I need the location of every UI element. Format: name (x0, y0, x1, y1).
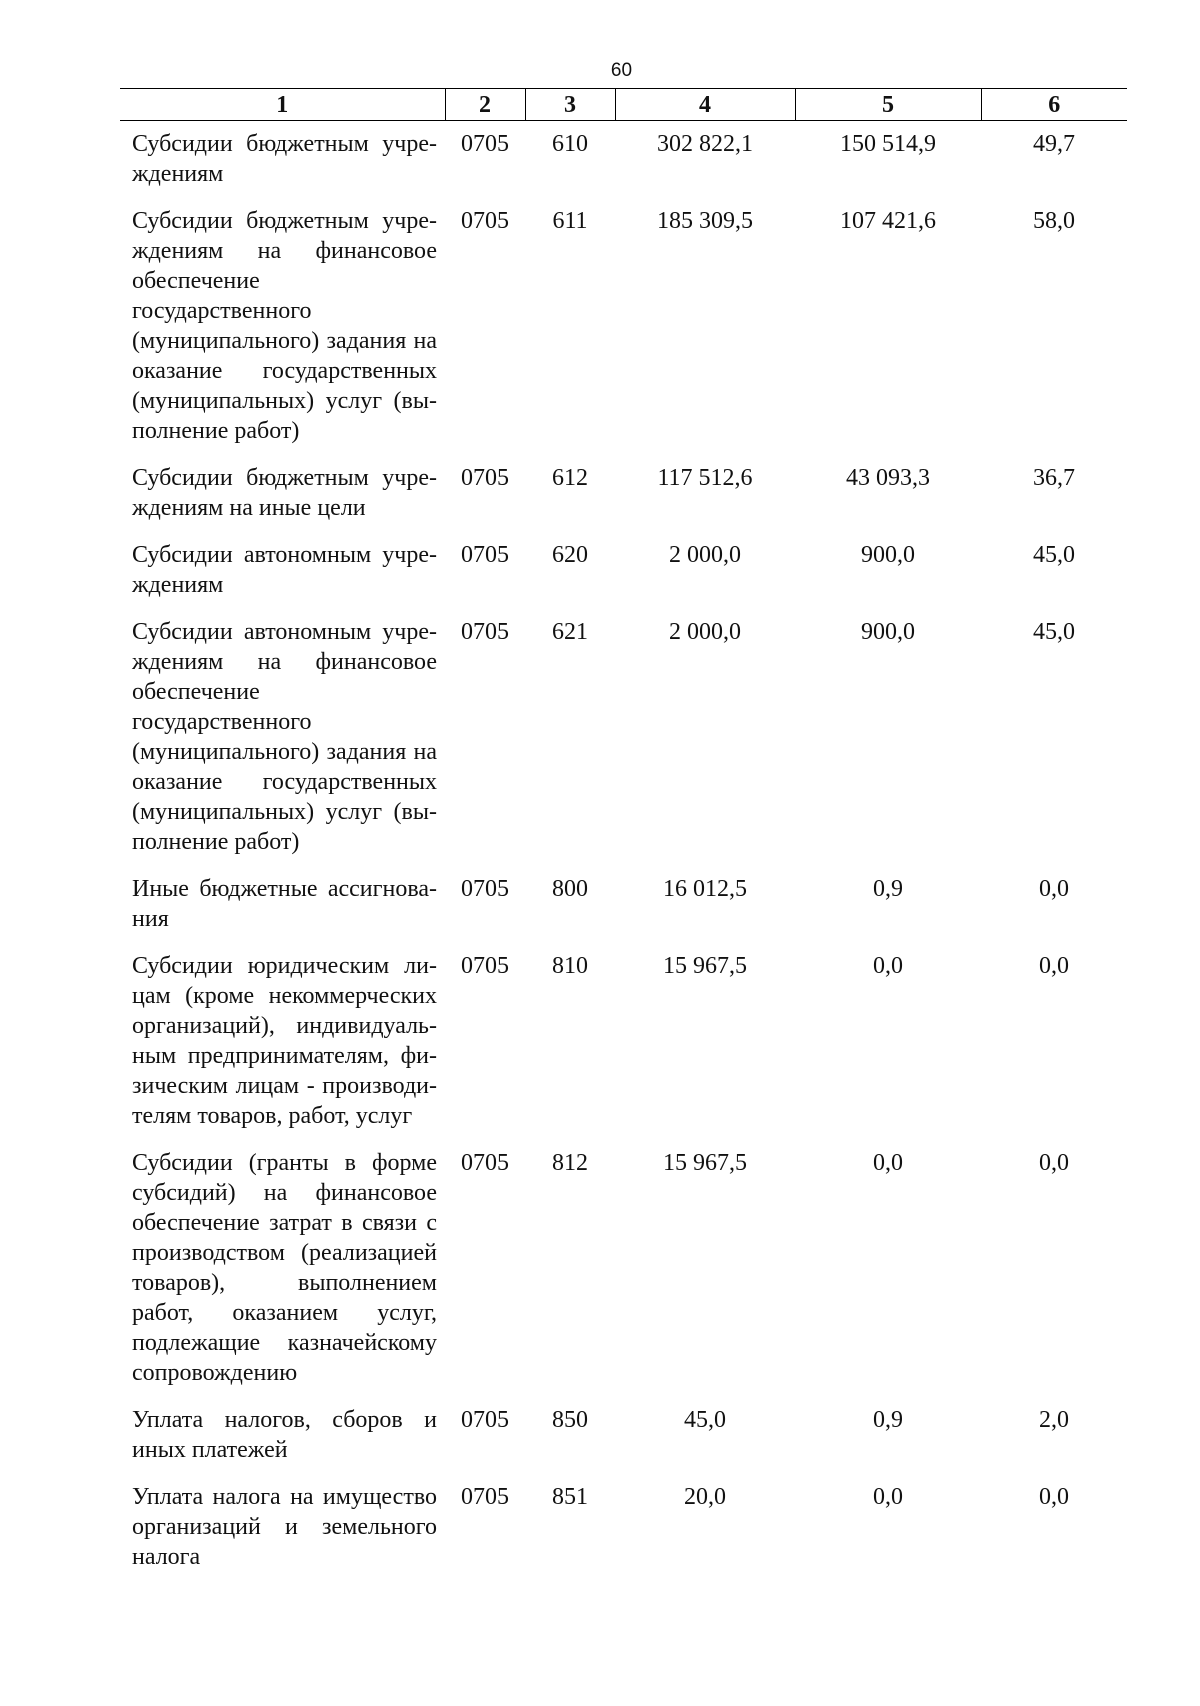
header-col-3: 3 (525, 89, 615, 121)
row-description: Субсидии автономным учреждениям на финансовое обеспечение государственного (муниципального) задания на оказание государственных (муниципальных) услуг (выполнение работ) (132, 619, 437, 855)
row-expense-type: 812 (552, 1150, 588, 1176)
table-row (120, 1405, 1127, 1482)
row-expense-type: 851 (552, 1484, 588, 1510)
row-expense-type: 850 (552, 1407, 588, 1433)
table-row (120, 1482, 1127, 1589)
row-col4-value: 16 012,5 (663, 876, 747, 902)
table-row (120, 540, 1127, 617)
row-col5-value: 0,9 (873, 876, 903, 902)
row-description: Иные бюджетные ассигнования (132, 876, 437, 932)
row-section-code: 0705 (461, 208, 509, 234)
table-row (120, 874, 1127, 951)
row-section-code: 0705 (461, 876, 509, 902)
row-expense-type: 621 (552, 619, 588, 645)
row-col5-value: 900,0 (861, 542, 915, 568)
row-section-code: 0705 (461, 542, 509, 568)
row-section-code: 0705 (461, 1407, 509, 1433)
row-description: Субсидии бюджетным учреждениям на финансовое обеспечение государственного (муниципального) задания на оказание государственных (муниципальных) услуг (выполнение работ) (132, 208, 437, 444)
row-col4-value: 45,0 (684, 1407, 726, 1433)
header-col-1: 1 (120, 89, 445, 121)
row-col4-value: 117 512,6 (657, 465, 753, 491)
row-section-code: 0705 (461, 1484, 509, 1510)
header-col-5: 5 (795, 89, 981, 121)
header-col-4: 4 (615, 89, 795, 121)
table-row (120, 121, 1127, 207)
row-col4-value: 302 822,1 (657, 131, 753, 157)
table-row (120, 463, 1127, 540)
row-col5-value: 0,9 (873, 1407, 903, 1433)
row-col4-value: 20,0 (684, 1484, 726, 1510)
row-col5-value: 900,0 (861, 619, 915, 645)
table-row (120, 951, 1127, 1148)
table-row (120, 1148, 1127, 1405)
row-description: Субсидии юридическим лицам (кроме некоммерческих организаций), индивидуальным предпринимателям, физическим лицам - производителям товаров, работ, услуг (132, 953, 437, 1129)
row-col5-value: 0,0 (873, 1484, 903, 1510)
row-expense-type: 810 (552, 953, 588, 979)
row-col6-value: 0,0 (1039, 1150, 1069, 1176)
table-row (120, 206, 1127, 463)
row-section-code: 0705 (461, 131, 509, 157)
row-section-code: 0705 (461, 465, 509, 491)
header-col-2: 2 (445, 89, 525, 121)
row-section-code: 0705 (461, 1150, 509, 1176)
row-col6-value: 2,0 (1039, 1407, 1069, 1433)
row-col5-value: 0,0 (873, 1150, 903, 1176)
row-expense-type: 620 (552, 542, 588, 568)
page-number: 60 (610, 60, 633, 81)
row-col6-value: 45,0 (1033, 619, 1075, 645)
row-col6-value: 58,0 (1033, 208, 1075, 234)
table-row (120, 617, 1127, 874)
row-expense-type: 800 (552, 876, 588, 902)
row-col6-value: 36,7 (1033, 465, 1075, 491)
row-col6-value: 0,0 (1039, 953, 1069, 979)
row-description: Субсидии бюджетным учреждениям (132, 131, 437, 187)
row-col4-value: 15 967,5 (663, 1150, 747, 1176)
row-description: Уплата налогов, сборов и иных платежей (132, 1407, 437, 1463)
row-col6-value: 45,0 (1033, 542, 1075, 568)
row-description: Субсидии бюджетным учреждениям на иные цели (132, 465, 437, 521)
header-row (120, 89, 1127, 121)
row-description: Субсидии автономным учреждениям (132, 542, 437, 598)
row-col6-value: 0,0 (1039, 876, 1069, 902)
row-expense-type: 612 (552, 465, 588, 491)
budget-table (120, 88, 1127, 1589)
row-col6-value: 0,0 (1039, 1484, 1069, 1510)
row-col5-value: 150 514,9 (840, 131, 936, 157)
row-expense-type: 610 (552, 131, 588, 157)
row-section-code: 0705 (461, 953, 509, 979)
row-col4-value: 185 309,5 (657, 208, 753, 234)
row-col4-value: 15 967,5 (663, 953, 747, 979)
row-col6-value: 49,7 (1033, 131, 1075, 157)
row-expense-type: 611 (552, 208, 588, 234)
row-description: Уплата налога на имущество организаций и земельного налога (132, 1484, 437, 1570)
row-col5-value: 107 421,6 (840, 208, 936, 234)
row-col4-value: 2 000,0 (669, 542, 741, 568)
row-col4-value: 2 000,0 (669, 619, 741, 645)
row-section-code: 0705 (461, 619, 509, 645)
row-col5-value: 43 093,3 (846, 465, 930, 491)
row-description: Субсидии (гранты в форме субсидий) на финансовое обеспечение затрат в связи с производством (реализацией товаров), выполнением работ, оказанием услуг, подлежащие казначейскому сопровождению (132, 1150, 437, 1386)
header-col-6: 6 (981, 89, 1127, 121)
row-col5-value: 0,0 (873, 953, 903, 979)
